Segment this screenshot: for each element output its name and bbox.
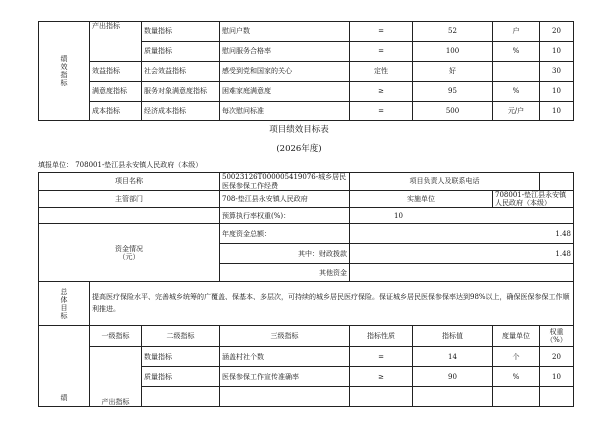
l2-cell: 质量指标 xyxy=(142,42,220,62)
weight-cell xyxy=(540,387,574,407)
leader-value xyxy=(540,173,574,191)
val-cell: 100 xyxy=(413,42,493,62)
l1-cell: 效益指标 xyxy=(90,62,142,82)
l2-cell: 数量指标 xyxy=(142,347,220,367)
project-table xyxy=(38,172,574,407)
project-name-label: 项目名称 xyxy=(39,173,220,191)
weight-label: 预算执行率权重(%)： xyxy=(220,208,350,224)
fund-unit: （元） xyxy=(118,252,140,261)
l2-cell: 经济成本指标 xyxy=(142,102,220,121)
top-indicator-table xyxy=(38,21,574,121)
goal-label-cell xyxy=(39,282,90,326)
weight-cell: 30 xyxy=(540,62,574,82)
l2-cell xyxy=(142,387,220,407)
goal-char: 体 xyxy=(60,295,68,304)
weight-cell: 10 xyxy=(540,82,574,102)
l1-cell: 满意度指标 xyxy=(90,82,142,102)
fund-total-value: 1.48 xyxy=(350,224,574,244)
impl-label: 实施单位 xyxy=(350,191,493,208)
header-l2: 二级指标 xyxy=(142,326,220,347)
fund-label-cell xyxy=(39,224,220,282)
top-cat-char: 指 xyxy=(60,71,68,79)
fund-fiscal-value: 1.48 xyxy=(350,244,574,264)
header-val: 指标值 xyxy=(413,326,493,347)
page-title: 项目绩效目标表 xyxy=(269,125,329,135)
bottom-l1-cell: 产出指标 xyxy=(90,347,142,407)
op-cell: = xyxy=(350,42,413,62)
bottom-cat-char: 绩 xyxy=(60,394,68,403)
goal-char: 目 xyxy=(60,303,68,312)
weight-value: 10 xyxy=(350,208,574,224)
l2-cell: 社会效益指标 xyxy=(142,62,220,82)
unit-cell: % xyxy=(493,42,540,62)
weight-cell: 10 xyxy=(540,42,574,62)
l3-cell: 慰问户数 xyxy=(220,22,350,42)
header-l3: 三级指标 xyxy=(220,326,350,347)
op-cell xyxy=(350,387,413,407)
header-op: 指标性质 xyxy=(350,326,413,347)
l1-cell: 成本指标 xyxy=(90,102,142,121)
impl-value: 708001-垫江县永安镇人民政府（本级） xyxy=(493,191,574,208)
header-l1: 一级指标 xyxy=(90,326,142,347)
goal-text: 提高医疗保险水平、完善城乡统筹的广覆盖、保基本、多层次，可持续的城乡居民医疗保险。保证城乡居民医保参保率达到98%以上，确保医保参保工作顺利推进。 xyxy=(90,282,574,326)
l3-cell: 感受到党和国家的关心 xyxy=(220,62,350,82)
op-cell: 定性 xyxy=(350,62,413,82)
goal-char: 总 xyxy=(60,287,68,296)
l3-cell: 涵盖村社个数 xyxy=(220,347,350,367)
val-cell: 14 xyxy=(413,347,493,367)
dept-value: 708-垫江县永安镇人民政府 xyxy=(220,191,350,208)
weight-cell: 20 xyxy=(540,22,574,42)
unit-cell: 户 xyxy=(493,22,540,42)
top-cat-char: 标 xyxy=(60,79,68,88)
weight-blank xyxy=(39,208,220,224)
op-cell: = xyxy=(350,102,413,121)
op-cell: = xyxy=(350,22,413,42)
op-cell: = xyxy=(350,347,413,367)
l3-cell: 每次慰问标准 xyxy=(220,102,350,121)
l3-cell: 困难家庭满意度 xyxy=(220,82,350,102)
unit-cell: % xyxy=(493,82,540,102)
unit-cell: % xyxy=(493,367,540,387)
top-cat-char: 效 xyxy=(60,62,68,71)
val-cell: 90 xyxy=(413,367,493,387)
project-name-value: 50023126T000005419076-城乡居民医保参保工作经费 xyxy=(220,173,350,191)
val-cell: 500 xyxy=(413,102,493,121)
top-cat-char: 绩 xyxy=(60,54,68,63)
unit-cell: 个 xyxy=(493,347,540,367)
fund-total-label: 年度资金总额： xyxy=(220,224,350,244)
l2-cell: 服务对象满意度指标 xyxy=(142,82,220,102)
bottom-category-cell xyxy=(39,326,90,407)
fund-fiscal-label: 其中：财政拨款 xyxy=(220,244,350,264)
val-cell: 52 xyxy=(413,22,493,42)
header-weight: 权重（%） xyxy=(540,326,574,347)
goal-char: 标 xyxy=(60,311,68,320)
unit-cell xyxy=(493,62,540,82)
l3-cell xyxy=(220,387,350,407)
l3-cell: 医保参保工作宣传准确率 xyxy=(220,367,350,387)
filler-unit: 填报单位： 708001-垫江县永安镇人民政府（本级） xyxy=(38,161,203,169)
l3-cell: 慰问服务合格率 xyxy=(220,42,350,62)
unit-cell xyxy=(493,387,540,407)
dept-label: 主管部门 xyxy=(39,191,220,208)
weight-cell: 10 xyxy=(540,102,574,121)
unit-cell: 元/户 xyxy=(493,102,540,121)
page-year: (2026年度) xyxy=(276,144,322,154)
weight-cell: 10 xyxy=(540,367,574,387)
op-cell: ≥ xyxy=(350,367,413,387)
op-cell: ≥ xyxy=(350,82,413,102)
l2-cell: 质量指标 xyxy=(142,367,220,387)
fund-other-label: 其他资金 xyxy=(220,264,350,282)
val-cell: 好 xyxy=(413,62,493,82)
top-category-cell xyxy=(39,22,90,121)
l1-cell: 产出指标 xyxy=(90,22,142,62)
leader-label: 项目负责人及联系电话 xyxy=(350,173,540,191)
fund-label: 资金情况 xyxy=(115,244,143,253)
weight-cell: 20 xyxy=(540,347,574,367)
fund-other-value xyxy=(350,264,574,282)
l2-cell: 数量指标 xyxy=(142,22,220,42)
val-cell xyxy=(413,387,493,407)
val-cell: 95 xyxy=(413,82,493,102)
header-unit: 度量单位 xyxy=(493,326,540,347)
